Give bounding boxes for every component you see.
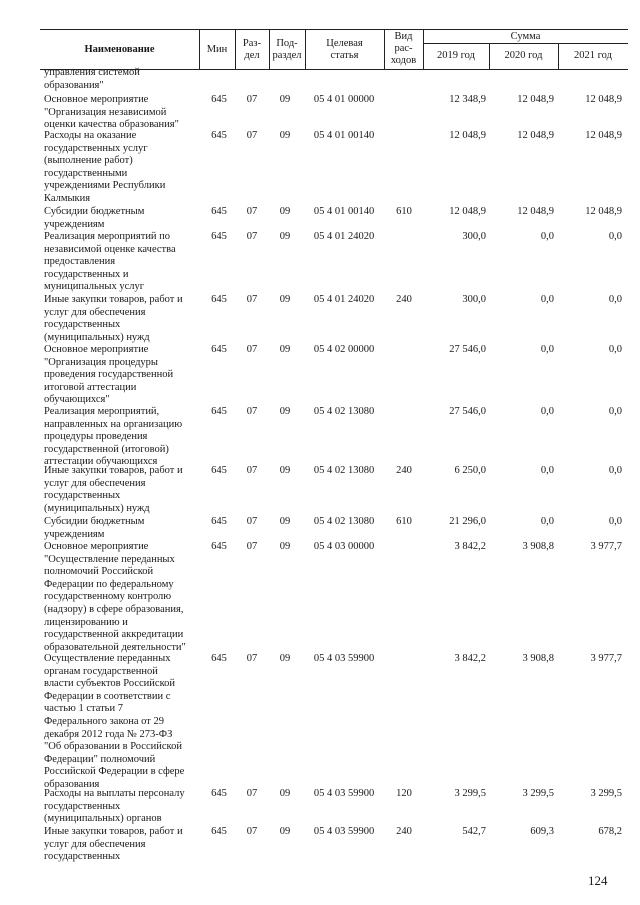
row-vid: 240 [396, 465, 412, 476]
row-name: Основное мероприятие "Осуществление переданных полномочий Российской Федерации по федеральному государственному контролю (надзору) в сфере образования, лицензированию и государственной аккредитации образовательной деятельности" [44, 541, 186, 653]
row-sum-2019: 3 842,2 [454, 653, 486, 664]
row-sum-2020: 0,0 [540, 516, 554, 527]
row-razdel: 07 [246, 465, 258, 476]
row-target: 05 4 03 00000 [313, 541, 375, 552]
row-sum-2021: 0,0 [608, 406, 622, 417]
row-sum-2021: 0,0 [608, 465, 622, 476]
row-target: 05 4 01 00000 [313, 94, 375, 105]
header-podrazdel-1: Под- [276, 38, 298, 49]
row-vid: 240 [396, 826, 412, 837]
row-target: 05 4 01 00140 [313, 130, 375, 141]
row-sum-2020: 609,3 [530, 826, 554, 837]
row-min: 645 [211, 94, 227, 105]
header-vid-1: Вид [394, 31, 413, 42]
row-podrazdel: 09 [279, 206, 291, 217]
row-razdel: 07 [246, 541, 258, 552]
row-sum-2021: 3 977,7 [590, 541, 622, 552]
row-sum-2019: 300,0 [462, 231, 486, 242]
row-vid: 610 [396, 516, 412, 527]
row-sum-2020: 0,0 [540, 231, 554, 242]
row-name: Основное мероприятие "Организация независимой оценки качества образования" [44, 94, 179, 131]
row-sum-2021: 12 048,9 [585, 94, 622, 105]
row-target: 05 4 01 24020 [313, 294, 375, 305]
header-razdel-1: Раз- [242, 38, 262, 49]
row-min: 645 [211, 653, 227, 664]
row-razdel: 07 [246, 826, 258, 837]
row-min: 645 [211, 541, 227, 552]
row-sum-2020: 3 908,8 [522, 541, 554, 552]
row-name: Основное мероприятие "Организация процедуры проведения государственной итоговой аттестации обучающихся" [44, 344, 174, 406]
row-sum-2020: 12 048,9 [517, 130, 554, 141]
row-podrazdel: 09 [279, 826, 291, 837]
row-sum-2019: 6 250,0 [454, 465, 486, 476]
row-sum-2020: 12 048,9 [517, 94, 554, 105]
row-min: 645 [211, 516, 227, 527]
row-sum-2019: 12 048,9 [449, 130, 486, 141]
row-sum-2019: 300,0 [462, 294, 486, 305]
row-razdel: 07 [246, 94, 258, 105]
header-podrazdel-2: раздел [272, 50, 302, 61]
row-name: Реализация мероприятий по независимой оценке качества предоставления государственных и муниципальных услуг [44, 231, 176, 293]
row-sum-2021: 3 299,5 [590, 788, 622, 799]
row-sum-2021: 678,2 [598, 826, 622, 837]
row-target: 05 4 03 59900 [313, 788, 375, 799]
row-min: 645 [211, 406, 227, 417]
row-podrazdel: 09 [279, 516, 291, 527]
row-razdel: 07 [246, 130, 258, 141]
header-vid-2: рас- [394, 43, 413, 54]
row-sum-2021: 0,0 [608, 516, 622, 527]
row-name: Иные закупки товаров, работ и услуг для обеспечения государственных (муниципальных) нужд [44, 465, 183, 514]
row-sum-2019: 27 546,0 [449, 406, 486, 417]
header-name: Наименование [84, 44, 155, 55]
row-name: Субсидии бюджетным учреждениям [44, 206, 145, 230]
row-name: Иные закупки товаров, работ и услуг для обеспечения государственных (муниципальных) нужд [44, 294, 183, 343]
row-sum-2021: 12 048,9 [585, 206, 622, 217]
row-min: 645 [211, 788, 227, 799]
header-year-2019: 2019 год [437, 50, 475, 61]
row-razdel: 07 [246, 294, 258, 305]
row-podrazdel: 09 [279, 294, 291, 305]
row-podrazdel: 09 [279, 94, 291, 105]
row-podrazdel: 09 [279, 788, 291, 799]
row-razdel: 07 [246, 516, 258, 527]
row-target: 05 4 02 13080 [313, 465, 375, 476]
row-target: 05 4 02 13080 [313, 406, 375, 417]
row-sum-2019: 21 296,0 [449, 516, 486, 527]
header-razdel-2: дел [244, 50, 260, 61]
row-sum-2021: 0,0 [608, 344, 622, 355]
page-number: 124 [588, 873, 608, 888]
row-sum-2021: 0,0 [608, 231, 622, 242]
row-sum-2021: 0,0 [608, 294, 622, 305]
row-min: 645 [211, 344, 227, 355]
row-sum-2020: 0,0 [540, 406, 554, 417]
row-min: 645 [211, 826, 227, 837]
header-year-2021: 2021 год [574, 50, 612, 61]
row-target: 05 4 01 00140 [313, 206, 375, 217]
row-name: Осуществление переданных органам государственной власти субъектов Российской Федерации в соответствии с частью 1 статьи 7 Федерального закона от 29 декабря 2012 года № 273-ФЗ "Об образовании в Российской Федерации" полномочий Российской Федерации в сфере образования [44, 653, 185, 790]
header-year-2020: 2020 год [504, 50, 543, 61]
row-target: 05 4 03 59900 [313, 653, 375, 664]
header-sum: Сумма [510, 31, 541, 42]
row-podrazdel: 09 [279, 465, 291, 476]
row-sum-2019: 542,7 [462, 826, 486, 837]
row-podrazdel: 09 [279, 231, 291, 242]
row-razdel: 07 [246, 406, 258, 417]
row-sum-2021: 12 048,9 [585, 130, 622, 141]
row-sum-2021: 3 977,7 [590, 653, 622, 664]
row-sum-2019: 3 299,5 [454, 788, 486, 799]
row-min: 645 [211, 130, 227, 141]
row-sum-2020: 3 299,5 [522, 788, 554, 799]
row-sum-2019: 12 348,9 [449, 94, 486, 105]
row-vid: 240 [396, 294, 412, 305]
row-sum-2020: 0,0 [540, 465, 554, 476]
row-name: Расходы на оказание государственных услуг (выполнение работ) государственными учреждениями Республики Калмыкия [44, 130, 166, 204]
row-razdel: 07 [246, 231, 258, 242]
row-podrazdel: 09 [279, 406, 291, 417]
row-name: Реализация мероприятий, направленных на организацию процедуры проведения государственной (итоговой) аттестации обучающихся [44, 406, 183, 468]
row-razdel: 07 [246, 344, 258, 355]
row-podrazdel: 09 [279, 541, 291, 552]
row-name: управления системой образования" [44, 67, 140, 91]
row-sum-2019: 3 842,2 [454, 541, 486, 552]
row-podrazdel: 09 [279, 653, 291, 664]
row-sum-2020: 12 048,9 [517, 206, 554, 217]
header-vid-3: ходов [390, 55, 417, 66]
header-min: Мин [206, 44, 228, 55]
row-vid: 120 [396, 788, 412, 799]
row-name: Субсидии бюджетным учреждениям [44, 516, 145, 540]
row-sum-2020: 0,0 [540, 294, 554, 305]
row-sum-2019: 12 048,9 [449, 206, 486, 217]
row-min: 645 [211, 294, 227, 305]
row-sum-2019: 27 546,0 [449, 344, 486, 355]
header-target-1: Целевая [326, 38, 363, 49]
row-razdel: 07 [246, 206, 258, 217]
row-min: 645 [211, 465, 227, 476]
row-sum-2020: 0,0 [540, 344, 554, 355]
row-podrazdel: 09 [279, 130, 291, 141]
row-name: Расходы на выплаты персоналу государственных (муниципальных) органов [44, 788, 185, 825]
row-razdel: 07 [246, 788, 258, 799]
row-podrazdel: 09 [279, 344, 291, 355]
row-target: 05 4 02 13080 [313, 516, 375, 527]
row-min: 645 [211, 231, 227, 242]
row-target: 05 4 03 59900 [313, 826, 375, 837]
header-target-2: статья [330, 50, 359, 61]
row-name: Иные закупки товаров, работ и услуг для обеспечения государственных [44, 826, 183, 863]
row-razdel: 07 [246, 653, 258, 664]
row-target: 05 4 02 00000 [313, 344, 375, 355]
row-target: 05 4 01 24020 [313, 231, 375, 242]
row-sum-2020: 3 908,8 [522, 653, 554, 664]
row-min: 645 [211, 206, 227, 217]
row-vid: 610 [396, 206, 412, 217]
